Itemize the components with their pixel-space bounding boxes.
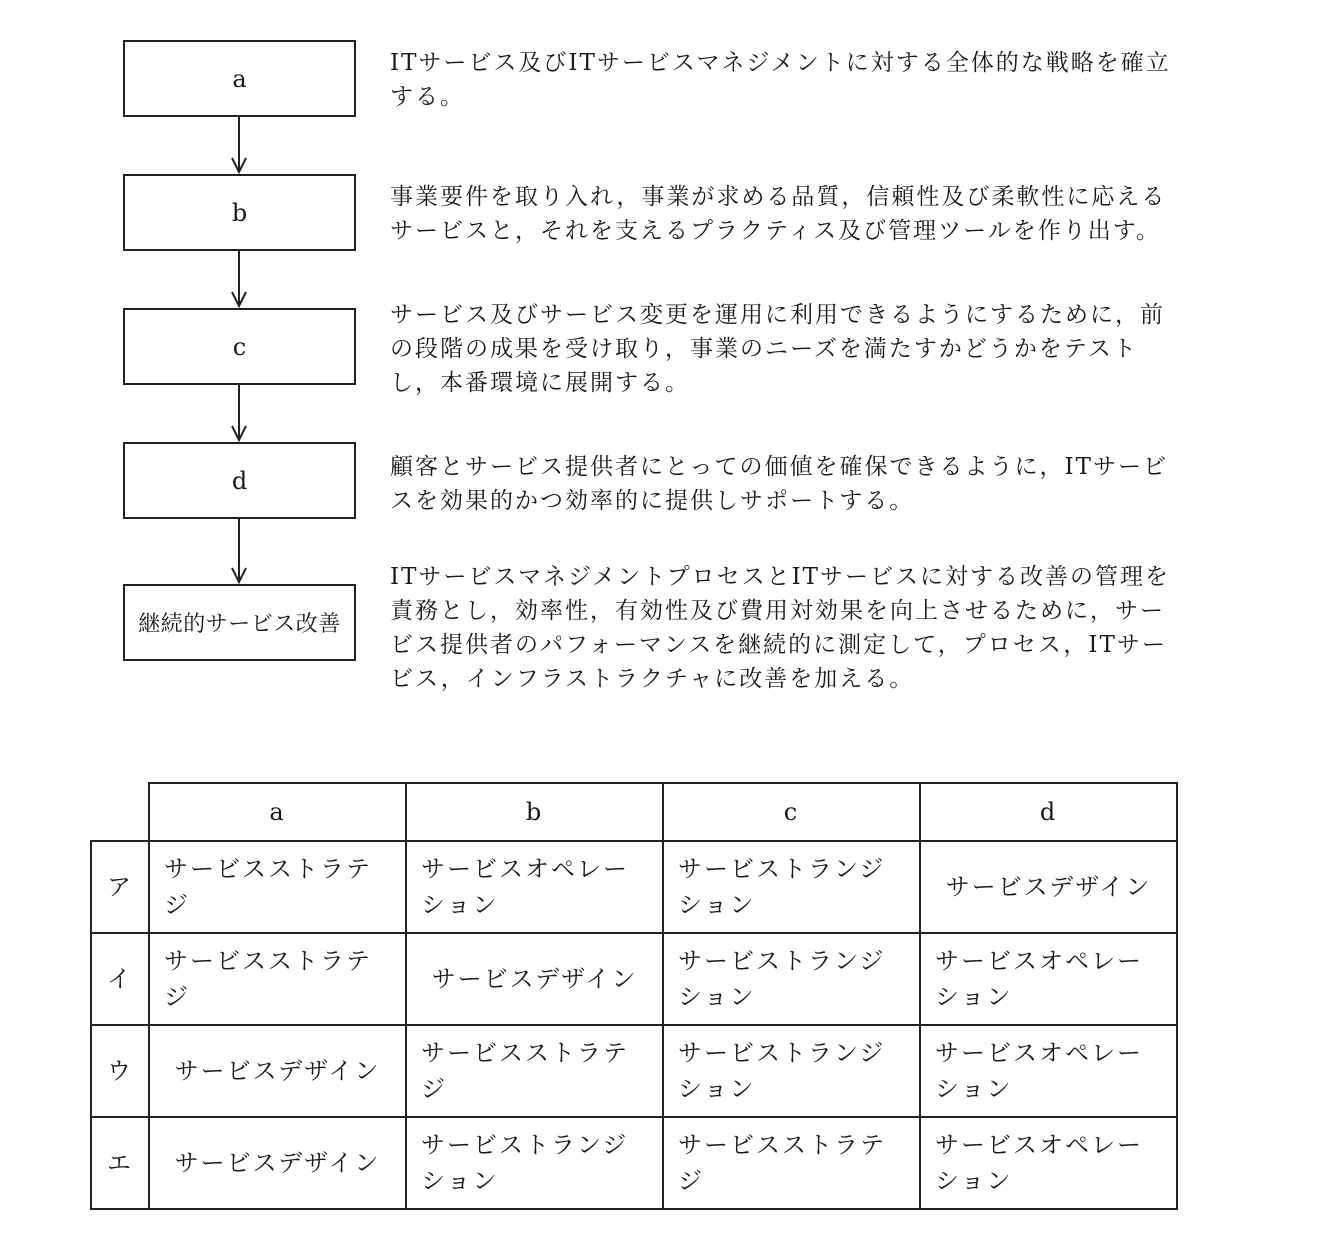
table-cell: サービストランジ ション [406,1117,663,1209]
table-cell: サービスデザイン [920,841,1177,933]
table-cell: サービスデザイン [149,1117,406,1209]
table-cell: サービスオペレー ション [406,841,663,933]
flow-box-d: d [123,442,356,519]
choice-label: エ [91,1117,149,1209]
table-row-i [91,933,1177,1025]
header-b: b [406,783,663,841]
description-a: ITサービス及びITサービスマネジメントに対する全体的な戦略を確立 する。 [390,50,1171,110]
choice-label: ウ [91,1025,149,1117]
table-cell: サービストランジ ション [663,1025,920,1117]
description-b: 事業要件を取り入れ，事業が求める品質，信頼性及び柔軟性に応える サービスと，それを支えるプラクティス及び管理ツールを作り出す。 [390,184,1167,244]
flow-box-c: c [123,308,356,385]
flow-box-a: a [123,40,356,117]
table-cell: サービスオペレー ション [920,1117,1177,1209]
choice-label: ア [91,841,149,933]
answer-choices-table [90,782,1178,1210]
header-c: c [663,783,920,841]
table-corner-cell [91,783,149,841]
table-cell: サービスオペレー ション [920,1025,1177,1117]
description-continual-improvement: ITサービスマネジメントプロセスとITサービスに対する改善の管理を 責務とし，効率性，有効性及び費用対効果を向上させるために，サー ビス提供者のパフォーマンスを継続的に測定して，プロセス，ITサー ビス，インフラストラクチャに改善を加える。 [390,564,1171,692]
description-d: 顧客とサービス提供者にとっての価値を確保できるように，ITサービ スを効果的かつ効率的に提供しサポートする。 [390,454,1168,514]
header-a: a [149,783,406,841]
table-row-u [91,1025,1177,1117]
table-cell: サービストランジ ション [663,841,920,933]
table-cell: サービスデザイン [406,933,663,1025]
choice-label: イ [91,933,149,1025]
table-cell: サービスストラテ ジ [663,1117,920,1209]
table-cell: サービスストラテ ジ [406,1025,663,1117]
flow-box-b: b [123,174,356,251]
table-cell: サービスストラテ ジ [149,933,406,1025]
table-cell: サービスオペレー ション [920,933,1177,1025]
table-header-row [91,783,1177,841]
table-cell: サービスデザイン [149,1025,406,1117]
description-c: サービス及びサービス変更を運用に利用できるようにするために，前 の段階の成果を受け取り，事業のニーズを満たすかどうかをテスト し，本番環境に展開する。 [390,302,1165,396]
header-d: d [920,783,1177,841]
table-cell: サービスストラテ ジ [149,841,406,933]
table-row-e [91,1117,1177,1209]
flow-box-continual-improvement: 継続的サービス改善 [123,584,356,661]
table-cell: サービストランジ ション [663,933,920,1025]
table-row-a [91,841,1177,933]
